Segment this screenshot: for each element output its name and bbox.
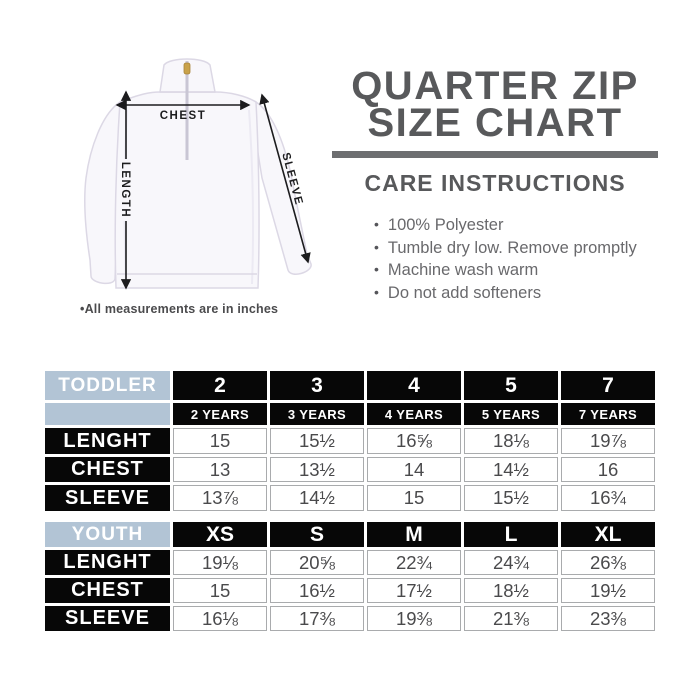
care-instruction-text: Tumble dry low. Remove promptly xyxy=(387,238,637,257)
size-header-cell: 2 xyxy=(173,371,267,400)
size-value-cell: 19⅜ xyxy=(367,606,461,631)
size-value-cell: 14½ xyxy=(270,485,364,511)
size-value-cell: 13 xyxy=(173,457,267,482)
size-value-cell: 16⅛ xyxy=(173,606,267,631)
page-title-line-2: SIZE CHART xyxy=(367,101,623,145)
length-measure-label-group xyxy=(118,159,134,221)
chest-measure-label: CHEST xyxy=(159,110,207,122)
care-instruction-text: Do not add softeners xyxy=(387,283,542,302)
info-block xyxy=(332,64,658,304)
size-value-cell: 17⅜ xyxy=(270,606,364,631)
care-instruction-item xyxy=(374,282,658,305)
size-value-cell: 17½ xyxy=(367,578,461,603)
measure-label-cell: CHEST xyxy=(45,578,170,603)
right-sleeve xyxy=(252,102,311,274)
size-value-cell: 13½ xyxy=(270,457,364,482)
measure-label-cell: LENGHT xyxy=(45,550,170,575)
care-instruction-item xyxy=(374,259,658,282)
group-label-cell: YOUTH xyxy=(45,522,170,547)
size-header-cell: M xyxy=(367,522,461,547)
toddler-size-table xyxy=(45,371,655,511)
measure-label-cell: CHEST xyxy=(45,457,170,482)
measure-label-cell: SLEEVE xyxy=(45,606,170,631)
measurements-footnote: •All measurements are in inches xyxy=(80,302,279,316)
size-value-cell: 19⅛ xyxy=(173,550,267,575)
bullet-icon: • xyxy=(374,261,379,277)
size-value-cell: 23⅜ xyxy=(561,606,655,631)
title-divider xyxy=(332,151,658,158)
size-value-cell: 14 xyxy=(367,457,461,482)
size-value-cell: 14½ xyxy=(464,457,558,482)
group-label-cell: TODDLER xyxy=(45,371,170,400)
size-value-cell: 18⅛ xyxy=(464,428,558,454)
group-label-spacer-cell xyxy=(45,403,170,425)
years-header-cell: 2 YEARS xyxy=(173,403,267,425)
size-value-cell: 15½ xyxy=(464,485,558,511)
care-instruction-text: 100% Polyester xyxy=(387,216,504,234)
size-value-cell: 16 xyxy=(561,457,655,482)
size-value-cell: 15½ xyxy=(270,428,364,454)
garment-diagram xyxy=(50,48,330,303)
years-header-cell: 3 YEARS xyxy=(270,403,364,425)
size-value-cell: 20⅝ xyxy=(270,550,364,575)
size-value-cell: 24¾ xyxy=(464,550,558,575)
bullet-icon: • xyxy=(374,238,379,255)
size-header-cell: S xyxy=(270,522,364,547)
youth-size-table xyxy=(45,522,655,631)
size-header-cell: XL xyxy=(561,522,655,547)
bullet-icon: • xyxy=(374,216,379,232)
size-value-cell: 16⅝ xyxy=(367,428,461,454)
size-header-cell: 4 xyxy=(367,371,461,400)
care-instructions-heading: CARE INSTRUCTIONS xyxy=(364,170,626,196)
care-instruction-text: Machine wash warm xyxy=(387,261,539,279)
page-title-line-1: QUARTER ZIP xyxy=(351,64,639,108)
size-header-cell: XS xyxy=(173,522,267,547)
years-header-cell: 4 YEARS xyxy=(367,403,461,425)
sleeve-measure-label: SLEEVE xyxy=(279,151,305,208)
measure-label-cell: LENGHT xyxy=(45,428,170,454)
care-instruction-item xyxy=(374,214,658,237)
size-value-cell: 15 xyxy=(173,578,267,603)
measure-label-cell: SLEEVE xyxy=(45,485,170,511)
size-value-cell: 19⅞ xyxy=(561,428,655,454)
size-value-cell: 16¾ xyxy=(561,485,655,511)
care-instructions-list xyxy=(332,214,658,304)
size-value-cell: 22¾ xyxy=(367,550,461,575)
zipper-pull-icon xyxy=(184,63,190,74)
bullet-icon: • xyxy=(374,283,379,300)
size-header-cell: 7 xyxy=(561,371,655,400)
size-header-cell: 5 xyxy=(464,371,558,400)
size-value-cell: 16½ xyxy=(270,578,364,603)
size-value-cell: 26⅜ xyxy=(561,550,655,575)
size-header-cell: 3 xyxy=(270,371,364,400)
size-value-cell: 21⅜ xyxy=(464,606,558,631)
length-measure-label: LENGTH xyxy=(119,161,131,219)
years-header-cell: 7 YEARS xyxy=(561,403,655,425)
years-header-cell: 5 YEARS xyxy=(464,403,558,425)
care-instruction-item xyxy=(374,237,658,260)
size-value-cell: 13⅞ xyxy=(173,485,267,511)
size-value-cell: 19½ xyxy=(561,578,655,603)
size-value-cell: 18½ xyxy=(464,578,558,603)
size-value-cell: 15 xyxy=(173,428,267,454)
size-header-cell: L xyxy=(464,522,558,547)
size-value-cell: 15 xyxy=(367,485,461,511)
